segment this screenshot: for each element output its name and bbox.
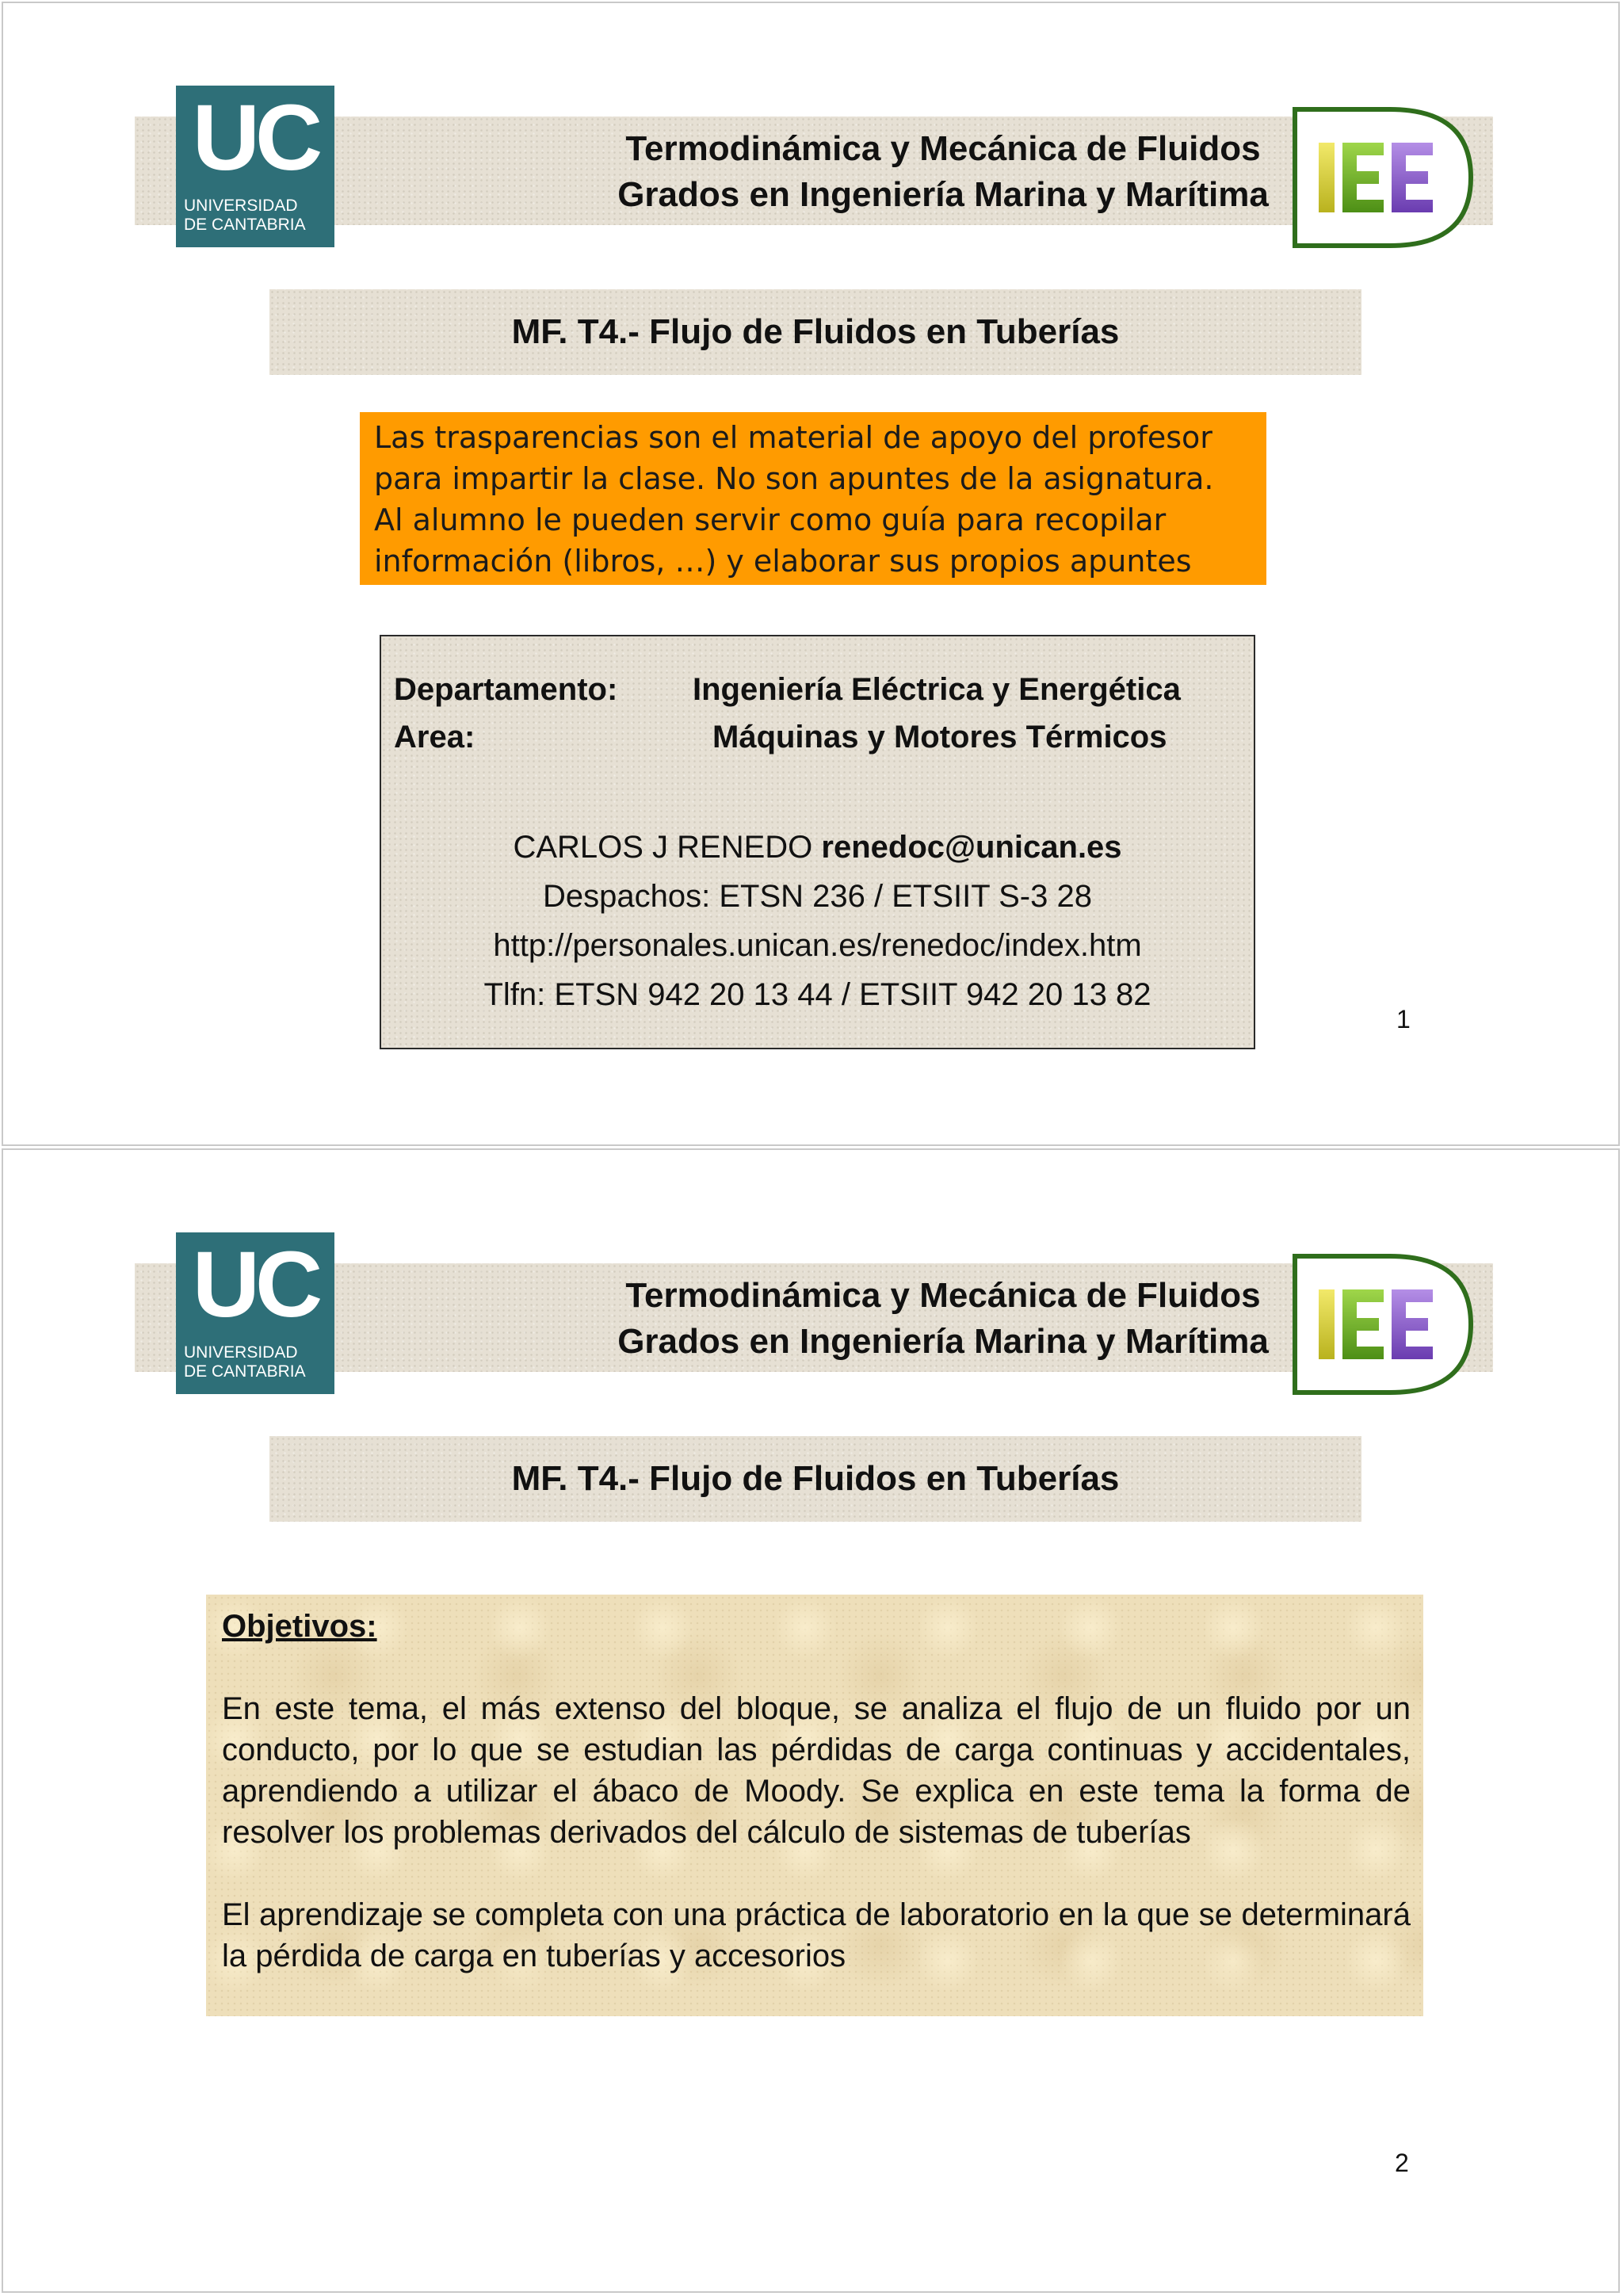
website-link[interactable]: http://personales.unican.es/renedoc/index.htm <box>493 928 1142 963</box>
author-line <box>381 828 1254 866</box>
course-title-line2: Grados en Ingeniería Marina y Marítima <box>617 175 1269 214</box>
offices-line: Despachos: ETSN 236 / ETSIIT S-3 28 <box>543 879 1092 914</box>
iee-logo <box>1287 1248 1476 1400</box>
topic-band <box>269 289 1361 375</box>
uc-logo-line1: UNIVERSIDAD <box>184 197 298 215</box>
topic-band <box>269 1436 1361 1522</box>
topic-title: MF. T4.- Flujo de Fluidos en Tuberías <box>511 312 1120 351</box>
topic-title: MF. T4.- Flujo de Fluidos en Tuberías <box>511 1459 1120 1498</box>
department-label: Departamento: <box>394 672 618 707</box>
notice-line: Al alumno le pueden servir como guía para recopilar <box>374 502 1167 537</box>
author-name: CARLOS J RENEDO <box>513 830 813 865</box>
course-title-line1: Termodinámica y Mecánica de Fluidos <box>625 129 1261 168</box>
uc-logo-letters: UC <box>192 1232 319 1337</box>
uc-logo <box>176 1232 334 1394</box>
objectives-paragraph-2: El aprendizaje se completa con una práctica de laboratorio en la que se determinará la pérdida de carga en tuberías y accesorios <box>222 1897 1411 1973</box>
notice-line: Las trasparencias son el material de apoyo del profesor <box>374 420 1212 455</box>
course-title-line1: Termodinámica y Mecánica de Fluidos <box>625 1276 1261 1315</box>
slide-1 <box>2 2 1620 1146</box>
phone-line: Tlfn: ETSN 942 20 13 44 / ETSIIT 942 20 13 82 <box>483 977 1151 1012</box>
uc-logo <box>176 86 334 247</box>
notice-line: para impartir la clase. No son apuntes de la asignatura. <box>374 461 1214 496</box>
notice-line: información (libros, …) y elaborar sus propios apuntes <box>374 544 1192 579</box>
course-title <box>475 1273 1411 1365</box>
iee-logo <box>1287 101 1476 254</box>
objectives-box <box>206 1595 1423 2016</box>
disclaimer-notice <box>360 412 1266 585</box>
slide-2 <box>2 1148 1620 2293</box>
uc-logo-line2: DE CANTABRIA <box>184 1362 306 1381</box>
department-value: Ingeniería Eléctrica y Energética <box>693 672 1181 707</box>
objectives-paragraph-1: En este tema, el más extenso del bloque, se analiza el flujo de un fluido por un conducto, por lo que se estudian las pérdidas de carga continuas y accidentales, aprendiendo a utilizar el ábaco de Moody. Se explica en este tema la forma de resolver los problemas derivados del cálculo de sistemas de tuberías <box>222 1691 1411 1850</box>
author-email[interactable]: renedoc@unican.es <box>821 830 1122 865</box>
objectives-heading: Objetivos: <box>222 1609 377 1644</box>
page-number: 2 <box>1395 2149 1409 2177</box>
course-title-line2: Grados en Ingeniería Marina y Marítima <box>617 1322 1269 1361</box>
contact-info-box <box>380 635 1255 1049</box>
uc-logo-letters: UC <box>192 86 319 190</box>
page-number: 1 <box>1396 1005 1411 1033</box>
area-value: Máquinas y Motores Térmicos <box>712 720 1167 755</box>
uc-logo-line2: DE CANTABRIA <box>184 216 306 234</box>
uc-logo-line1: UNIVERSIDAD <box>184 1343 298 1362</box>
course-title <box>475 126 1411 218</box>
area-label: Area: <box>394 720 475 755</box>
